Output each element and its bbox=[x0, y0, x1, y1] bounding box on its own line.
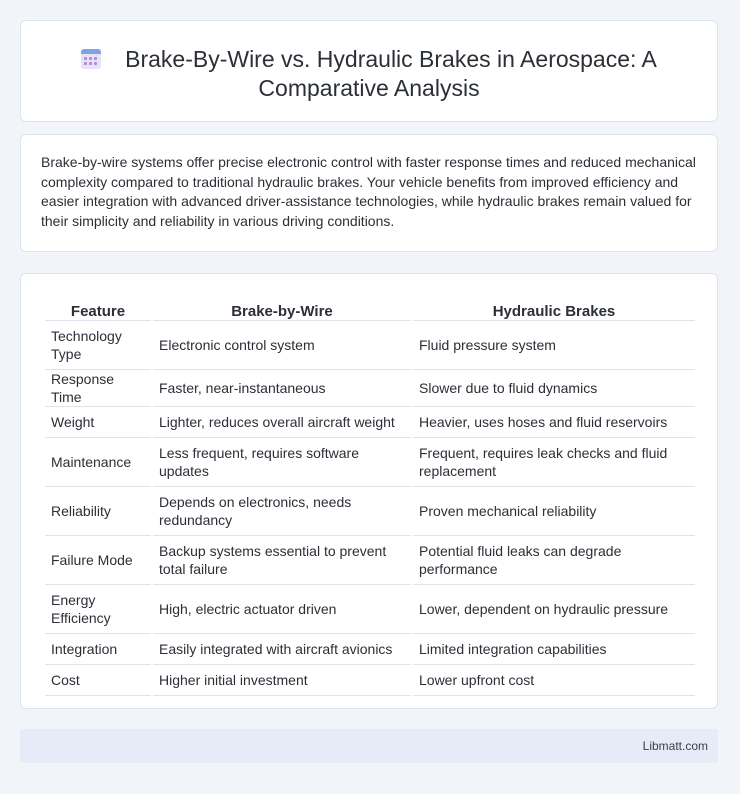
feature-cell: Reliability bbox=[45, 487, 151, 536]
feature-cell: Failure Mode bbox=[45, 536, 151, 585]
intro-paragraph: Brake-by-wire systems offer precise electronic control with faster response times and reduced mechanical complexity compared to traditional hydraulic brakes. Your vehicle benefits from improved efficiency and easier integration with advanced driver-assistance technologies, while hydraulic brakes remain valued for their simplicity and reliability in various driving conditions. bbox=[41, 154, 696, 229]
column-header-feature: Feature bbox=[45, 294, 151, 321]
table-row bbox=[45, 585, 695, 634]
brake-by-wire-cell: Higher initial investment bbox=[153, 665, 411, 696]
hydraulic-cell: Frequent, requires leak checks and fluid replacement bbox=[413, 438, 695, 487]
brake-by-wire-cell: Less frequent, requires software updates bbox=[153, 438, 411, 487]
brake-by-wire-cell: Lighter, reduces overall aircraft weight bbox=[153, 407, 411, 438]
footer-site-link[interactable]: Libmatt.com bbox=[642, 739, 708, 753]
brake-by-wire-cell: Easily integrated with aircraft avionics bbox=[153, 634, 411, 665]
title-card bbox=[20, 20, 718, 122]
brake-by-wire-cell: High, electric actuator driven bbox=[153, 585, 411, 634]
feature-cell: Weight bbox=[45, 407, 151, 438]
feature-cell: Cost bbox=[45, 665, 151, 696]
table-row bbox=[45, 634, 695, 665]
table-row bbox=[45, 438, 695, 487]
feature-cell: Energy Efficiency bbox=[45, 585, 151, 634]
brake-by-wire-cell: Depends on electronics, needs redundancy bbox=[153, 487, 411, 536]
table-row bbox=[45, 370, 695, 407]
page-title: Brake-By-Wire vs. Hydraulic Brakes in Aerospace: A Comparative Analysis bbox=[125, 46, 657, 101]
comparison-card bbox=[20, 273, 718, 709]
hydraulic-cell: Proven mechanical reliability bbox=[413, 487, 695, 536]
intro-card bbox=[20, 134, 718, 252]
brake-by-wire-cell: Backup systems essential to prevent total failure bbox=[153, 536, 411, 585]
brake-by-wire-cell: Faster, near-instantaneous bbox=[153, 370, 411, 407]
footer-bar bbox=[20, 729, 718, 763]
hydraulic-cell: Slower due to fluid dynamics bbox=[413, 370, 695, 407]
table-row bbox=[45, 407, 695, 438]
brake-by-wire-cell: Electronic control system bbox=[153, 321, 411, 370]
column-header-brake-by-wire: Brake-by-Wire bbox=[153, 294, 411, 321]
table-header-row bbox=[45, 294, 695, 321]
hydraulic-cell: Limited integration capabilities bbox=[413, 634, 695, 665]
comparison-table bbox=[43, 294, 697, 696]
feature-cell: Maintenance bbox=[45, 438, 151, 487]
table-row bbox=[45, 321, 695, 370]
hydraulic-cell: Heavier, uses hoses and fluid reservoirs bbox=[413, 407, 695, 438]
table-row bbox=[45, 487, 695, 536]
hydraulic-cell: Lower, dependent on hydraulic pressure bbox=[413, 585, 695, 634]
column-header-hydraulic: Hydraulic Brakes bbox=[413, 294, 695, 321]
title-wrap bbox=[21, 45, 717, 103]
feature-cell: Integration bbox=[45, 634, 151, 665]
table-row bbox=[45, 536, 695, 585]
hydraulic-cell: Lower upfront cost bbox=[413, 665, 695, 696]
table-row bbox=[45, 665, 695, 696]
calendar-icon bbox=[81, 49, 101, 69]
hydraulic-cell: Fluid pressure system bbox=[413, 321, 695, 370]
feature-cell: Response Time bbox=[45, 370, 151, 407]
feature-cell: Technology Type bbox=[45, 321, 151, 370]
hydraulic-cell: Potential fluid leaks can degrade performance bbox=[413, 536, 695, 585]
